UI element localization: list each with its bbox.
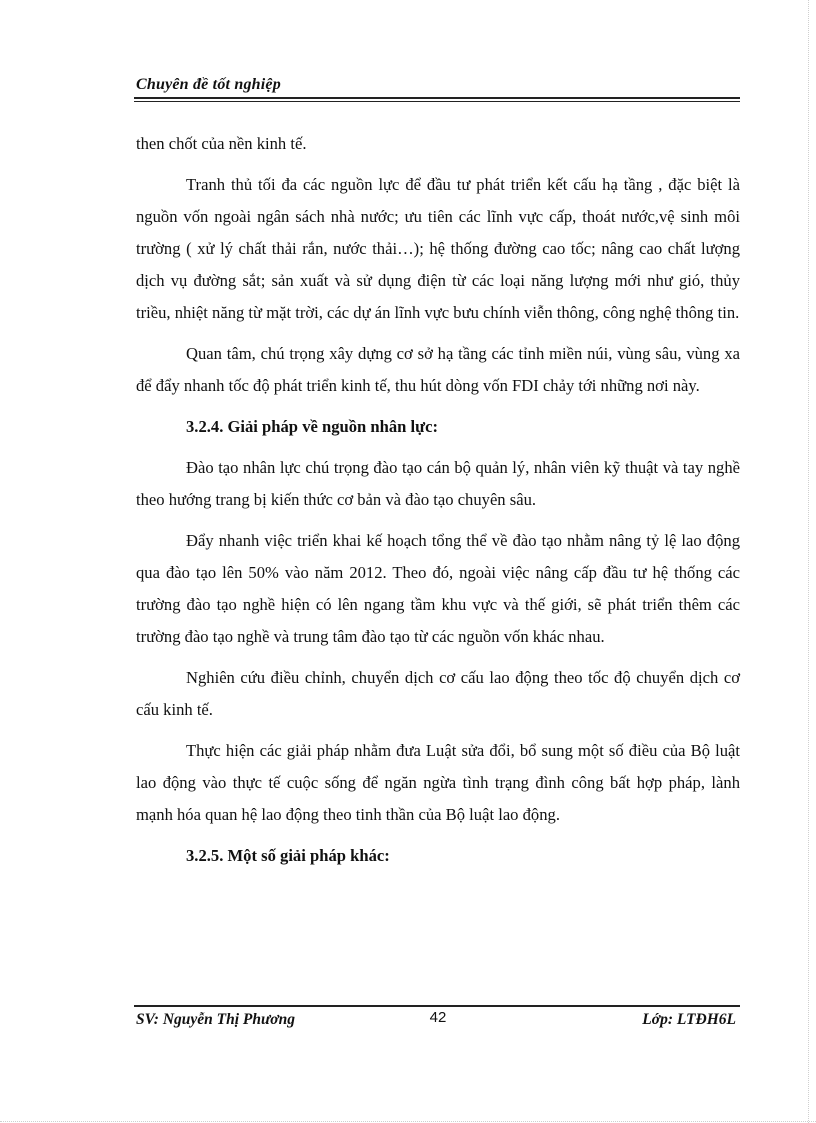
page-edge-right (808, 0, 809, 1123)
paragraph-training: Đào tạo nhân lực chú trọng đào tạo cán bộ quản lý, nhân viên kỹ thuật và tay nghề theo hướng trang bị kiến thức cơ bản và đào tạo chuyên sâu. (136, 458, 740, 509)
section-heading-3-2-4: 3.2.4. Giải pháp về nguồn nhân lực: (186, 417, 439, 436)
footer-class: Lớp: LTĐH6L (642, 1011, 736, 1028)
footer-student-name: SV: Nguyễn Thị Phương (136, 1011, 295, 1028)
paragraph-labor-structure: Nghiên cứu điều chỉnh, chuyển dịch cơ cấu lao động theo tốc độ chuyển dịch cơ cấu kinh tế. (136, 668, 740, 719)
page-edge-bottom (0, 1121, 816, 1122)
paragraph-training-plan: Đẩy nhanh việc triển khai kế hoạch tổng thể về đào tạo nhằm nâng tỷ lệ lao động qua đào tạo lên 50% vào năm 2012. Theo đó, ngoài việc nâng cấp đầu tư hệ thống các trường đào tạo nghề hiện có lên ngang tầm khu vực và thế giới, sẽ phát triển thêm các trường đào tạo nghề và trung tâm đào tạo từ các nguồn vốn khác nhau. (136, 531, 740, 646)
paragraph-mountain-regions: Quan tâm, chú trọng xây dựng cơ sở hạ tầng các tỉnh miền núi, vùng sâu, vùng xa để đẩy nhanh tốc độ phát triển kinh tế, thu hút dòng vốn FDI chảy tới những nơi này. (136, 344, 740, 395)
page-number: 42 (429, 1009, 447, 1026)
header-rule-top (134, 97, 740, 99)
header-rule-bottom (134, 101, 740, 102)
paragraph-continuation: then chốt của nền kinh tế. (136, 134, 307, 153)
footer-rule (134, 1005, 740, 1007)
page-body (136, 128, 740, 872)
paragraph-labor-law: Thực hiện các giải pháp nhằm đưa Luật sửa đổi, bổ sung một số điều của Bộ luật lao động vào thực tế cuộc sống để ngăn ngừa tình trạng đình công bất hợp pháp, lành mạnh hóa quan hệ lao động theo tinh thần của Bộ luật lao động. (136, 741, 740, 824)
section-heading-3-2-5: 3.2.5. Một số giải pháp khác: (186, 846, 390, 865)
paragraph-infrastructure: Tranh thủ tối đa các nguồn lực để đầu tư phát triển kết cấu hạ tầng , đặc biệt là nguồn vốn ngoài ngân sách nhà nước; ưu tiên các lĩnh vực cấp, thoát nước,vệ sinh môi trường ( xử lý chất thải rắn, nước thải…); hệ thống đường cao tốc; nâng cao chất lượng dịch vụ đường sắt; sản xuất và sử dụng điện từ các loại năng lượng mới như gió, thủy triều, nhiệt năng từ mặt trời, các dự án lĩnh vực bưu chính viễn thông, công nghệ thông tin. (136, 175, 740, 322)
header-title: Chuyên đề tốt nghiệp (136, 76, 281, 93)
